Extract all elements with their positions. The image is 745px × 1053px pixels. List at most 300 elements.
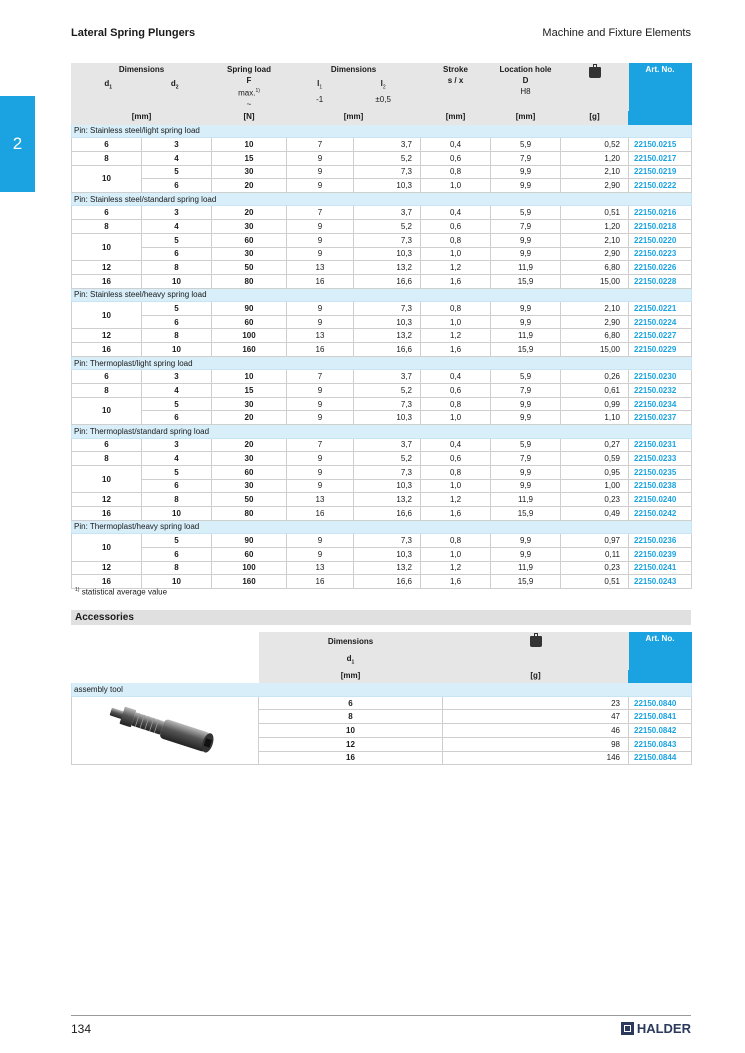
section-assembly-tool: assembly tool xyxy=(72,683,692,697)
cell-stroke: 0,4 xyxy=(421,206,491,220)
table-row xyxy=(72,343,692,357)
cell-spring-load: 90 xyxy=(212,302,287,316)
unit-g: [g] xyxy=(561,111,629,125)
cell-location-hole: 9,9 xyxy=(491,233,561,247)
art-no-link[interactable]: 22150.0218 xyxy=(629,220,692,234)
cell-l2: 7,3 xyxy=(354,165,421,179)
cell-location-hole: 15,9 xyxy=(491,343,561,357)
cell-spring-load: 10 xyxy=(212,138,287,152)
cell-d2: 8 xyxy=(142,261,212,275)
header-dimensions: Dimensions $d_1$ $d_2$ xyxy=(72,64,212,111)
art-no-link[interactable]: 22150.0844 xyxy=(629,751,692,765)
cell-weight: 0,27 xyxy=(561,438,629,452)
cell-l1: 7 xyxy=(287,370,354,384)
table-row xyxy=(72,247,692,261)
art-no-link[interactable]: 22150.0217 xyxy=(629,151,692,165)
cell-l1: 9 xyxy=(287,465,354,479)
cell-l1: 9 xyxy=(287,220,354,234)
cell-l2: 16,6 xyxy=(354,343,421,357)
art-no-link[interactable]: 22150.0840 xyxy=(629,696,692,710)
cell-l1: 13 xyxy=(287,329,354,343)
cell-weight: 1,10 xyxy=(561,411,629,425)
cell-spring-load: 20 xyxy=(212,438,287,452)
table-row xyxy=(72,302,692,316)
cell-d1: 6 xyxy=(72,370,142,384)
art-no-link[interactable]: 22150.0228 xyxy=(629,274,692,288)
section-row xyxy=(72,124,692,138)
cell-l2: 10,3 xyxy=(354,479,421,493)
cell-location-hole: 15,9 xyxy=(491,575,561,589)
cell-stroke: 1,2 xyxy=(421,329,491,343)
cell-stroke: 0,4 xyxy=(421,438,491,452)
cell-spring-load: 100 xyxy=(212,329,287,343)
cell-l2: 7,3 xyxy=(354,465,421,479)
unit-mm: [mm] xyxy=(491,111,561,125)
cell-weight: 0,51 xyxy=(561,575,629,589)
art-no-link[interactable]: 22150.0841 xyxy=(629,710,692,724)
table-row xyxy=(72,493,692,507)
art-no-link[interactable]: 22150.0238 xyxy=(629,479,692,493)
cell-d1: 16 xyxy=(72,507,142,521)
art-no-link[interactable]: 22150.0232 xyxy=(629,384,692,398)
acc-header-art-no: Art. No. xyxy=(629,633,692,683)
art-no-link[interactable]: 22150.0216 xyxy=(629,206,692,220)
table-row xyxy=(72,384,692,398)
table-row xyxy=(72,179,692,193)
footnote: $^{1)}$ statistical average value xyxy=(75,587,168,597)
cell-location-hole: 9,9 xyxy=(491,397,561,411)
accessories-table-wrap xyxy=(71,632,691,765)
cell-l1: 16 xyxy=(287,274,354,288)
cell-spring-load: 60 xyxy=(212,547,287,561)
section-title: Pin: Thermoplast/standard spring load xyxy=(72,425,692,439)
cell-d1: 8 xyxy=(72,151,142,165)
cell-stroke: 1,6 xyxy=(421,507,491,521)
cell-d1: 10 xyxy=(72,397,142,424)
art-no-link[interactable]: 22150.0215 xyxy=(629,138,692,152)
cell-d2: 4 xyxy=(142,151,212,165)
cell-d1: 6 xyxy=(72,206,142,220)
cell-d2: 5 xyxy=(142,233,212,247)
cell-d1: 12 xyxy=(72,561,142,575)
table-row xyxy=(72,274,692,288)
cell-spring-load: 30 xyxy=(212,220,287,234)
cell-l1: 9 xyxy=(287,411,354,425)
cell-location-hole: 9,9 xyxy=(491,302,561,316)
cell-l1: 9 xyxy=(287,233,354,247)
cell-l2: 5,2 xyxy=(354,220,421,234)
cell-d2: 3 xyxy=(142,138,212,152)
cell-l1: 13 xyxy=(287,493,354,507)
cell-weight: 2,10 xyxy=(561,302,629,316)
unit-mm: [mm] xyxy=(421,111,491,125)
cell-location-hole: 11,9 xyxy=(491,493,561,507)
cell-d2: 8 xyxy=(142,329,212,343)
cell-d2: 10 xyxy=(142,507,212,521)
cell-d2: 3 xyxy=(142,438,212,452)
art-no-link[interactable]: 22150.0230 xyxy=(629,370,692,384)
cell-l2: 7,3 xyxy=(354,397,421,411)
cell-spring-load: 50 xyxy=(212,261,287,275)
cell-spring-load: 60 xyxy=(212,315,287,329)
art-no-link[interactable]: 22150.0231 xyxy=(629,438,692,452)
cell-d1: 16 xyxy=(72,343,142,357)
cell-l1: 9 xyxy=(287,547,354,561)
cell-l1: 16 xyxy=(287,575,354,589)
acc-unit-g: [g] xyxy=(443,669,629,683)
cell-weight: 2,10 xyxy=(561,233,629,247)
assembly-tool-image xyxy=(72,696,259,764)
cell-spring-load: 15 xyxy=(212,384,287,398)
art-no-link[interactable]: 22150.0223 xyxy=(629,247,692,261)
art-no-link[interactable]: 22150.0842 xyxy=(629,724,692,738)
header-dimensions-l: Dimensions $l_1$ -1 $l_2$ ±0,5 xyxy=(287,64,421,111)
art-no-link[interactable]: 22150.0236 xyxy=(629,534,692,548)
cell-stroke: 0,6 xyxy=(421,452,491,466)
cell-stroke: 1,2 xyxy=(421,561,491,575)
section-title: Machine and Fixture Elements xyxy=(542,27,691,39)
cell-stroke: 1,2 xyxy=(421,493,491,507)
cell-stroke: 0,4 xyxy=(421,370,491,384)
art-no-link[interactable]: 22150.0242 xyxy=(629,507,692,521)
weight-icon xyxy=(589,67,601,78)
cell-location-hole: 9,9 xyxy=(491,547,561,561)
table-row xyxy=(72,411,692,425)
header-location-hole: Location hole D H8 xyxy=(491,64,561,111)
cell-d1: 8 xyxy=(72,452,142,466)
art-no-link[interactable]: 22150.0234 xyxy=(629,397,692,411)
cell-stroke: 0,8 xyxy=(421,397,491,411)
cell-d1: 8 xyxy=(259,710,443,724)
cell-l2: 13,2 xyxy=(354,329,421,343)
cell-spring-load: 30 xyxy=(212,165,287,179)
cell-weight: 0,49 xyxy=(561,507,629,521)
accessory-row xyxy=(72,696,692,710)
cell-location-hole: 11,9 xyxy=(491,329,561,343)
cell-spring-load: 30 xyxy=(212,247,287,261)
table-row xyxy=(72,397,692,411)
table-row xyxy=(72,233,692,247)
cell-stroke: 0,8 xyxy=(421,465,491,479)
cell-l2: 5,2 xyxy=(354,452,421,466)
section-row xyxy=(72,192,692,206)
cell-d1: 16 xyxy=(259,751,443,765)
cell-weight: 0,97 xyxy=(561,534,629,548)
table-row xyxy=(72,329,692,343)
header-blank xyxy=(72,669,259,683)
art-no-link[interactable]: 22150.0235 xyxy=(629,465,692,479)
weight-icon xyxy=(530,636,542,647)
cell-location-hole: 5,9 xyxy=(491,438,561,452)
cell-l1: 9 xyxy=(287,534,354,548)
cell-d2: 6 xyxy=(142,479,212,493)
cell-l1: 9 xyxy=(287,247,354,261)
section-title: Pin: Stainless steel/light spring load xyxy=(72,124,692,138)
cell-location-hole: 9,9 xyxy=(491,479,561,493)
cell-location-hole: 15,9 xyxy=(491,274,561,288)
cell-stroke: 1,0 xyxy=(421,479,491,493)
cell-stroke: 0,6 xyxy=(421,151,491,165)
cell-weight: 23 xyxy=(443,696,629,710)
table-row xyxy=(72,138,692,152)
cell-spring-load: 60 xyxy=(212,465,287,479)
cell-weight: 0,59 xyxy=(561,452,629,466)
header-stroke: Stroke s / x xyxy=(421,64,491,111)
art-no-link[interactable]: 22150.0233 xyxy=(629,452,692,466)
cell-weight: 47 xyxy=(443,710,629,724)
cell-location-hole: 7,9 xyxy=(491,220,561,234)
cell-d1: 10 xyxy=(72,302,142,329)
table-row xyxy=(72,479,692,493)
table-row xyxy=(72,561,692,575)
cell-l1: 9 xyxy=(287,302,354,316)
page-title: Lateral Spring Plungers xyxy=(71,27,196,39)
cell-d2: 4 xyxy=(142,384,212,398)
art-no-link[interactable]: 22150.0239 xyxy=(629,547,692,561)
acc-header-weight xyxy=(443,633,629,670)
cell-l2: 16,6 xyxy=(354,575,421,589)
art-no-link[interactable]: 22150.0226 xyxy=(629,261,692,275)
cell-d2: 5 xyxy=(142,165,212,179)
cell-stroke: 1,6 xyxy=(421,274,491,288)
cell-l2: 3,7 xyxy=(354,438,421,452)
header-spring-load: Spring load F max.$^{1)}$ ~ xyxy=(212,64,287,111)
cell-location-hole: 7,9 xyxy=(491,384,561,398)
cell-l1: 16 xyxy=(287,507,354,521)
table-row xyxy=(72,534,692,548)
cell-location-hole: 5,9 xyxy=(491,206,561,220)
cell-d2: 10 xyxy=(142,343,212,357)
cell-weight: 2,10 xyxy=(561,165,629,179)
acc-unit-mm: [mm] xyxy=(259,669,443,683)
cell-stroke: 1,0 xyxy=(421,547,491,561)
cell-weight: 0,23 xyxy=(561,493,629,507)
cell-stroke: 0,6 xyxy=(421,220,491,234)
cell-l2: 16,6 xyxy=(354,274,421,288)
cell-d2: 6 xyxy=(142,247,212,261)
cell-location-hole: 9,9 xyxy=(491,534,561,548)
cell-stroke: 0,8 xyxy=(421,534,491,548)
cell-weight: 15,00 xyxy=(561,274,629,288)
cell-l1: 7 xyxy=(287,138,354,152)
cell-l2: 7,3 xyxy=(354,534,421,548)
table-row xyxy=(72,452,692,466)
cell-d1: 10 xyxy=(72,165,142,192)
cell-stroke: 0,4 xyxy=(421,138,491,152)
cell-stroke: 0,6 xyxy=(421,384,491,398)
cell-d1: 12 xyxy=(72,261,142,275)
cell-weight: 0,11 xyxy=(561,547,629,561)
cell-spring-load: 60 xyxy=(212,233,287,247)
cell-d1: 16 xyxy=(72,575,142,589)
section-title: Pin: Stainless steel/heavy spring load xyxy=(72,288,692,302)
art-no-link[interactable]: 22150.0219 xyxy=(629,165,692,179)
table-row xyxy=(72,465,692,479)
header-art-no: Art. No. xyxy=(629,64,692,125)
cell-weight: 15,00 xyxy=(561,343,629,357)
cell-l2: 13,2 xyxy=(354,561,421,575)
table-row xyxy=(72,547,692,561)
cell-l2: 3,7 xyxy=(354,138,421,152)
cell-spring-load: 10 xyxy=(212,370,287,384)
cell-l2: 13,2 xyxy=(354,261,421,275)
cell-d1: 10 xyxy=(259,724,443,738)
cell-d2: 10 xyxy=(142,274,212,288)
cell-d2: 6 xyxy=(142,547,212,561)
cell-d2: 5 xyxy=(142,302,212,316)
cell-l1: 9 xyxy=(287,479,354,493)
art-no-link[interactable]: 22150.0237 xyxy=(629,411,692,425)
cell-spring-load: 30 xyxy=(212,452,287,466)
assembly-tool-icon xyxy=(100,699,230,759)
cell-l1: 9 xyxy=(287,397,354,411)
cell-d2: 3 xyxy=(142,370,212,384)
cell-l2: 16,6 xyxy=(354,507,421,521)
cell-weight: 1,20 xyxy=(561,151,629,165)
cell-location-hole: 7,9 xyxy=(491,151,561,165)
art-no-link[interactable]: 22150.0227 xyxy=(629,329,692,343)
accessories-title: Accessories xyxy=(71,610,691,625)
page-number: 134 xyxy=(71,1022,92,1036)
cell-d1: 12 xyxy=(72,329,142,343)
cell-spring-load: 20 xyxy=(212,179,287,193)
cell-stroke: 1,0 xyxy=(421,411,491,425)
table-row xyxy=(72,151,692,165)
cell-l1: 9 xyxy=(287,315,354,329)
cell-stroke: 0,8 xyxy=(421,302,491,316)
unit-n: [N] xyxy=(212,111,287,125)
cell-spring-load: 20 xyxy=(212,411,287,425)
acc-header-dimensions: Dimensions $d_1$ xyxy=(259,633,443,670)
cell-d1: 10 xyxy=(72,534,142,561)
halder-logo-icon xyxy=(621,1022,634,1035)
cell-l2: 7,3 xyxy=(354,302,421,316)
section-title: Pin: Thermoplast/heavy spring load xyxy=(72,520,692,534)
cell-l2: 13,2 xyxy=(354,493,421,507)
art-no-link[interactable]: 22150.0843 xyxy=(629,737,692,751)
art-no-link[interactable]: 22150.0222 xyxy=(629,179,692,193)
cell-weight: 98 xyxy=(443,737,629,751)
cell-l2: 7,3 xyxy=(354,233,421,247)
brand-logo: HALDER xyxy=(621,1021,691,1036)
cell-weight: 46 xyxy=(443,724,629,738)
cell-weight: 146 xyxy=(443,751,629,765)
cell-d2: 6 xyxy=(142,411,212,425)
cell-d2: 8 xyxy=(142,561,212,575)
cell-l2: 10,3 xyxy=(354,179,421,193)
cell-stroke: 1,2 xyxy=(421,261,491,275)
cell-location-hole: 9,9 xyxy=(491,247,561,261)
cell-weight: 6,80 xyxy=(561,261,629,275)
footer-divider xyxy=(71,1015,691,1016)
cell-stroke: 0,8 xyxy=(421,233,491,247)
cell-stroke: 1,0 xyxy=(421,315,491,329)
section-title: Pin: Thermoplast/light spring load xyxy=(72,356,692,370)
cell-spring-load: 90 xyxy=(212,534,287,548)
header-blank xyxy=(72,633,259,670)
cell-l1: 13 xyxy=(287,261,354,275)
art-no-link[interactable]: 22150.0241 xyxy=(629,561,692,575)
cell-l1: 7 xyxy=(287,206,354,220)
cell-weight: 0,52 xyxy=(561,138,629,152)
cell-l2: 3,7 xyxy=(354,206,421,220)
cell-location-hole: 9,9 xyxy=(491,411,561,425)
cell-weight: 0,99 xyxy=(561,397,629,411)
art-no-link[interactable]: 22150.0240 xyxy=(629,493,692,507)
art-no-link[interactable]: 22150.0243 xyxy=(629,575,692,589)
table-row xyxy=(72,261,692,275)
cell-spring-load: 100 xyxy=(212,561,287,575)
spec-table-wrap xyxy=(71,63,691,589)
cell-d2: 4 xyxy=(142,452,212,466)
art-no-link[interactable]: 22150.0224 xyxy=(629,315,692,329)
cell-d1: 12 xyxy=(72,493,142,507)
table-row xyxy=(72,165,692,179)
cell-location-hole: 9,9 xyxy=(491,179,561,193)
art-no-link[interactable]: 22150.0221 xyxy=(629,302,692,316)
cell-d2: 4 xyxy=(142,220,212,234)
art-no-link[interactable]: 22150.0220 xyxy=(629,233,692,247)
section-row xyxy=(72,520,692,534)
table-row xyxy=(72,438,692,452)
cell-d1: 8 xyxy=(72,384,142,398)
cell-l2: 10,3 xyxy=(354,411,421,425)
cell-weight: 1,20 xyxy=(561,220,629,234)
cell-location-hole: 9,9 xyxy=(491,315,561,329)
accessories-table xyxy=(71,632,692,765)
cell-d2: 5 xyxy=(142,397,212,411)
chapter-tab[interactable]: 2 xyxy=(0,96,35,192)
cell-weight: 0,26 xyxy=(561,370,629,384)
cell-stroke: 1,6 xyxy=(421,575,491,589)
cell-l2: 3,7 xyxy=(354,370,421,384)
table-row xyxy=(72,370,692,384)
section-row xyxy=(72,288,692,302)
cell-d2: 6 xyxy=(142,315,212,329)
cell-location-hole: 11,9 xyxy=(491,561,561,575)
cell-d1: 8 xyxy=(72,220,142,234)
cell-stroke: 1,0 xyxy=(421,179,491,193)
cell-l1: 9 xyxy=(287,151,354,165)
cell-weight: 1,00 xyxy=(561,479,629,493)
section-title: Pin: Stainless steel/standard spring load xyxy=(72,192,692,206)
cell-location-hole: 5,9 xyxy=(491,138,561,152)
cell-l1: 9 xyxy=(287,179,354,193)
cell-location-hole: 5,9 xyxy=(491,370,561,384)
cell-l1: 9 xyxy=(287,452,354,466)
cell-l1: 16 xyxy=(287,343,354,357)
cell-weight: 2,90 xyxy=(561,247,629,261)
cell-weight: 0,95 xyxy=(561,465,629,479)
section-row xyxy=(72,356,692,370)
cell-weight: 2,90 xyxy=(561,315,629,329)
cell-d1: 12 xyxy=(259,737,443,751)
table-row xyxy=(72,220,692,234)
cell-l1: 9 xyxy=(287,384,354,398)
spec-table xyxy=(71,63,692,589)
cell-location-hole: 11,9 xyxy=(491,261,561,275)
cell-spring-load: 20 xyxy=(212,206,287,220)
cell-weight: 0,23 xyxy=(561,561,629,575)
table-row xyxy=(72,206,692,220)
cell-d2: 5 xyxy=(142,465,212,479)
cell-d1: 16 xyxy=(72,274,142,288)
cell-spring-load: 50 xyxy=(212,493,287,507)
cell-d1: 6 xyxy=(259,696,443,710)
cell-spring-load: 160 xyxy=(212,575,287,589)
art-no-link[interactable]: 22150.0229 xyxy=(629,343,692,357)
cell-d1: 6 xyxy=(72,438,142,452)
